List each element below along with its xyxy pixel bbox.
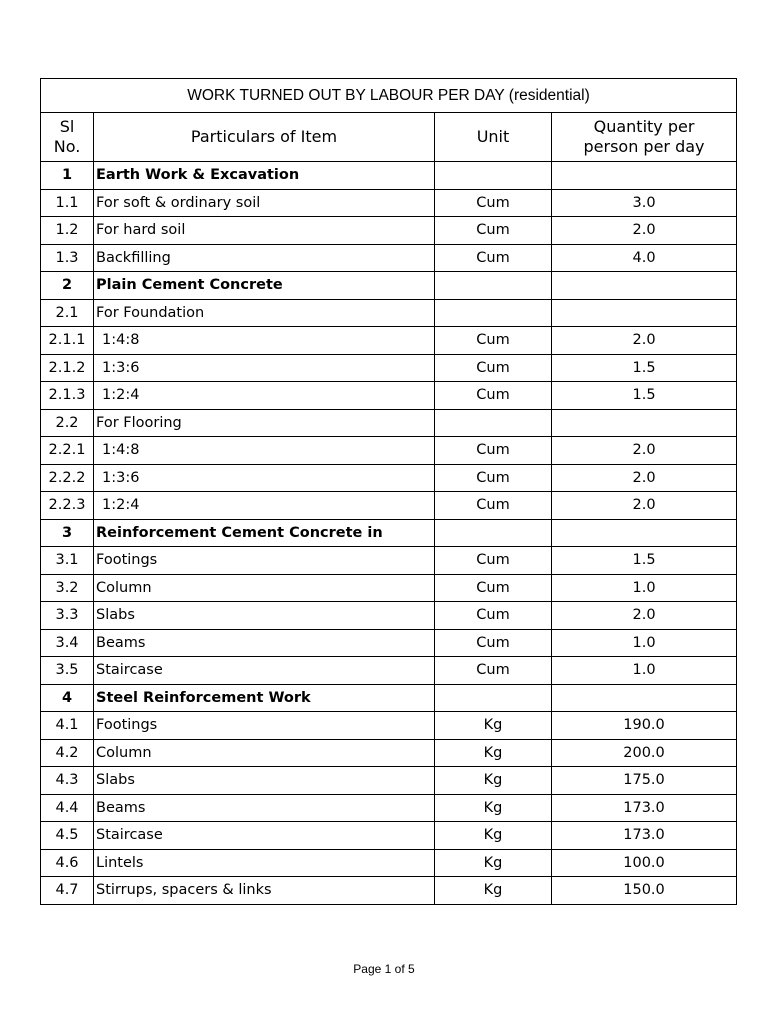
quantity-cell bbox=[552, 519, 737, 547]
sl-cell: 3.1 bbox=[41, 547, 94, 575]
table-row bbox=[41, 354, 737, 382]
sl-cell: 1.1 bbox=[41, 189, 94, 217]
unit-cell bbox=[435, 162, 552, 190]
particulars-cell: Staircase bbox=[94, 822, 435, 850]
particulars-cell: For Flooring bbox=[94, 409, 435, 437]
sl-cell: 3.3 bbox=[41, 602, 94, 630]
section-row bbox=[41, 519, 737, 547]
sl-cell: 2.1.3 bbox=[41, 382, 94, 410]
particulars-cell: Backfilling bbox=[94, 244, 435, 272]
particulars-cell: 1:4:8 bbox=[94, 327, 435, 355]
quantity-cell: 100.0 bbox=[552, 849, 737, 877]
sl-cell: 4.7 bbox=[41, 877, 94, 905]
unit-cell: Kg bbox=[435, 877, 552, 905]
sl-cell: 3 bbox=[41, 519, 94, 547]
quantity-cell: 4.0 bbox=[552, 244, 737, 272]
quantity-cell: 2.0 bbox=[552, 492, 737, 520]
table-row bbox=[41, 299, 737, 327]
table-row bbox=[41, 767, 737, 795]
particulars-cell: Beams bbox=[94, 629, 435, 657]
sl-cell: 2.1 bbox=[41, 299, 94, 327]
table-row bbox=[41, 437, 737, 465]
unit-cell bbox=[435, 299, 552, 327]
particulars-cell: Beams bbox=[94, 794, 435, 822]
quantity-cell: 190.0 bbox=[552, 712, 737, 740]
table-row bbox=[41, 217, 737, 245]
sl-cell: 4.1 bbox=[41, 712, 94, 740]
quantity-cell: 175.0 bbox=[552, 767, 737, 795]
unit-cell: Cum bbox=[435, 189, 552, 217]
table-row bbox=[41, 189, 737, 217]
table-row bbox=[41, 327, 737, 355]
table-row bbox=[41, 574, 737, 602]
unit-cell: Cum bbox=[435, 657, 552, 685]
particulars-cell: Stirrups, spacers & links bbox=[94, 877, 435, 905]
sl-cell: 3.2 bbox=[41, 574, 94, 602]
table-row bbox=[41, 657, 737, 685]
unit-cell: Kg bbox=[435, 849, 552, 877]
particulars-cell: For hard soil bbox=[94, 217, 435, 245]
unit-cell bbox=[435, 409, 552, 437]
quantity-cell bbox=[552, 272, 737, 300]
unit-cell: Kg bbox=[435, 794, 552, 822]
quantity-cell: 1.0 bbox=[552, 629, 737, 657]
sl-cell: 2.2 bbox=[41, 409, 94, 437]
unit-cell: Cum bbox=[435, 492, 552, 520]
quantity-cell: 1.0 bbox=[552, 657, 737, 685]
sl-cell: 4.6 bbox=[41, 849, 94, 877]
quantity-cell: 1.5 bbox=[552, 354, 737, 382]
sl-cell: 2 bbox=[41, 272, 94, 300]
particulars-cell: 1:2:4 bbox=[94, 382, 435, 410]
quantity-cell: 3.0 bbox=[552, 189, 737, 217]
quantity-cell: 2.0 bbox=[552, 437, 737, 465]
unit-cell bbox=[435, 684, 552, 712]
unit-cell: Kg bbox=[435, 712, 552, 740]
unit-cell: Cum bbox=[435, 629, 552, 657]
unit-cell bbox=[435, 272, 552, 300]
particulars-cell: Column bbox=[94, 739, 435, 767]
unit-cell: Cum bbox=[435, 437, 552, 465]
table-row bbox=[41, 877, 737, 905]
sl-cell: 4.2 bbox=[41, 739, 94, 767]
quantity-cell: 173.0 bbox=[552, 794, 737, 822]
unit-cell: Cum bbox=[435, 354, 552, 382]
unit-cell: Cum bbox=[435, 602, 552, 630]
quantity-cell: 2.0 bbox=[552, 217, 737, 245]
unit-cell: Cum bbox=[435, 574, 552, 602]
particulars-cell: 1:3:6 bbox=[94, 354, 435, 382]
table-row bbox=[41, 409, 737, 437]
sl-cell: 4.4 bbox=[41, 794, 94, 822]
particulars-cell: Slabs bbox=[94, 602, 435, 630]
quantity-cell bbox=[552, 409, 737, 437]
particulars-cell: 1:2:4 bbox=[94, 492, 435, 520]
table-row bbox=[41, 794, 737, 822]
particulars-cell: Footings bbox=[94, 712, 435, 740]
unit-cell: Cum bbox=[435, 327, 552, 355]
quantity-cell: 150.0 bbox=[552, 877, 737, 905]
quantity-cell: 1.0 bbox=[552, 574, 737, 602]
particulars-cell: For soft & ordinary soil bbox=[94, 189, 435, 217]
header-sl-no: Sl No. bbox=[41, 113, 94, 162]
header-quantity: Quantity per person per day bbox=[552, 113, 737, 162]
sl-cell: 4 bbox=[41, 684, 94, 712]
table-row bbox=[41, 629, 737, 657]
table-body bbox=[41, 162, 737, 905]
unit-cell: Cum bbox=[435, 244, 552, 272]
particulars-cell: Staircase bbox=[94, 657, 435, 685]
table-row bbox=[41, 739, 737, 767]
table-row bbox=[41, 464, 737, 492]
sl-cell: 2.2.2 bbox=[41, 464, 94, 492]
header-particulars: Particulars of Item bbox=[94, 113, 435, 162]
quantity-cell: 2.0 bbox=[552, 464, 737, 492]
sl-cell: 3.4 bbox=[41, 629, 94, 657]
particulars-cell: Footings bbox=[94, 547, 435, 575]
sl-cell: 4.3 bbox=[41, 767, 94, 795]
table-row bbox=[41, 849, 737, 877]
unit-cell: Kg bbox=[435, 767, 552, 795]
sl-cell: 2.2.1 bbox=[41, 437, 94, 465]
quantity-cell bbox=[552, 162, 737, 190]
particulars-cell: Column bbox=[94, 574, 435, 602]
particulars-cell: Lintels bbox=[94, 849, 435, 877]
table-row bbox=[41, 602, 737, 630]
sl-cell: 2.1.1 bbox=[41, 327, 94, 355]
particulars-cell: Earth Work & Excavation bbox=[94, 162, 435, 190]
table-row bbox=[41, 712, 737, 740]
sl-cell: 1 bbox=[41, 162, 94, 190]
quantity-cell: 2.0 bbox=[552, 327, 737, 355]
table-row bbox=[41, 244, 737, 272]
quantity-cell bbox=[552, 684, 737, 712]
sl-cell: 2.2.3 bbox=[41, 492, 94, 520]
section-row bbox=[41, 684, 737, 712]
table-title: WORK TURNED OUT BY LABOUR PER DAY (residential) bbox=[41, 79, 737, 113]
sl-cell: 2.1.2 bbox=[41, 354, 94, 382]
quantity-cell: 173.0 bbox=[552, 822, 737, 850]
sl-cell: 3.5 bbox=[41, 657, 94, 685]
quantity-cell bbox=[552, 299, 737, 327]
sl-cell: 4.5 bbox=[41, 822, 94, 850]
table-row bbox=[41, 492, 737, 520]
unit-cell: Cum bbox=[435, 464, 552, 492]
sl-cell: 1.2 bbox=[41, 217, 94, 245]
table-row bbox=[41, 822, 737, 850]
unit-cell bbox=[435, 519, 552, 547]
header-unit: Unit bbox=[435, 113, 552, 162]
particulars-cell: Steel Reinforcement Work bbox=[94, 684, 435, 712]
section-row bbox=[41, 272, 737, 300]
quantity-cell: 200.0 bbox=[552, 739, 737, 767]
section-row bbox=[41, 162, 737, 190]
unit-cell: Kg bbox=[435, 739, 552, 767]
labour-output-table bbox=[40, 78, 737, 905]
page-number: Page 1 of 5 bbox=[353, 962, 415, 976]
particulars-cell: Slabs bbox=[94, 767, 435, 795]
table-row bbox=[41, 547, 737, 575]
particulars-cell: Plain Cement Concrete bbox=[94, 272, 435, 300]
quantity-cell: 1.5 bbox=[552, 547, 737, 575]
unit-cell: Cum bbox=[435, 382, 552, 410]
particulars-cell: Reinforcement Cement Concrete in bbox=[94, 519, 435, 547]
quantity-cell: 1.5 bbox=[552, 382, 737, 410]
quantity-cell: 2.0 bbox=[552, 602, 737, 630]
particulars-cell: For Foundation bbox=[94, 299, 435, 327]
particulars-cell: 1:3:6 bbox=[94, 464, 435, 492]
unit-cell: Kg bbox=[435, 822, 552, 850]
particulars-cell: 1:4:8 bbox=[94, 437, 435, 465]
unit-cell: Cum bbox=[435, 547, 552, 575]
unit-cell: Cum bbox=[435, 217, 552, 245]
table-row bbox=[41, 382, 737, 410]
sl-cell: 1.3 bbox=[41, 244, 94, 272]
